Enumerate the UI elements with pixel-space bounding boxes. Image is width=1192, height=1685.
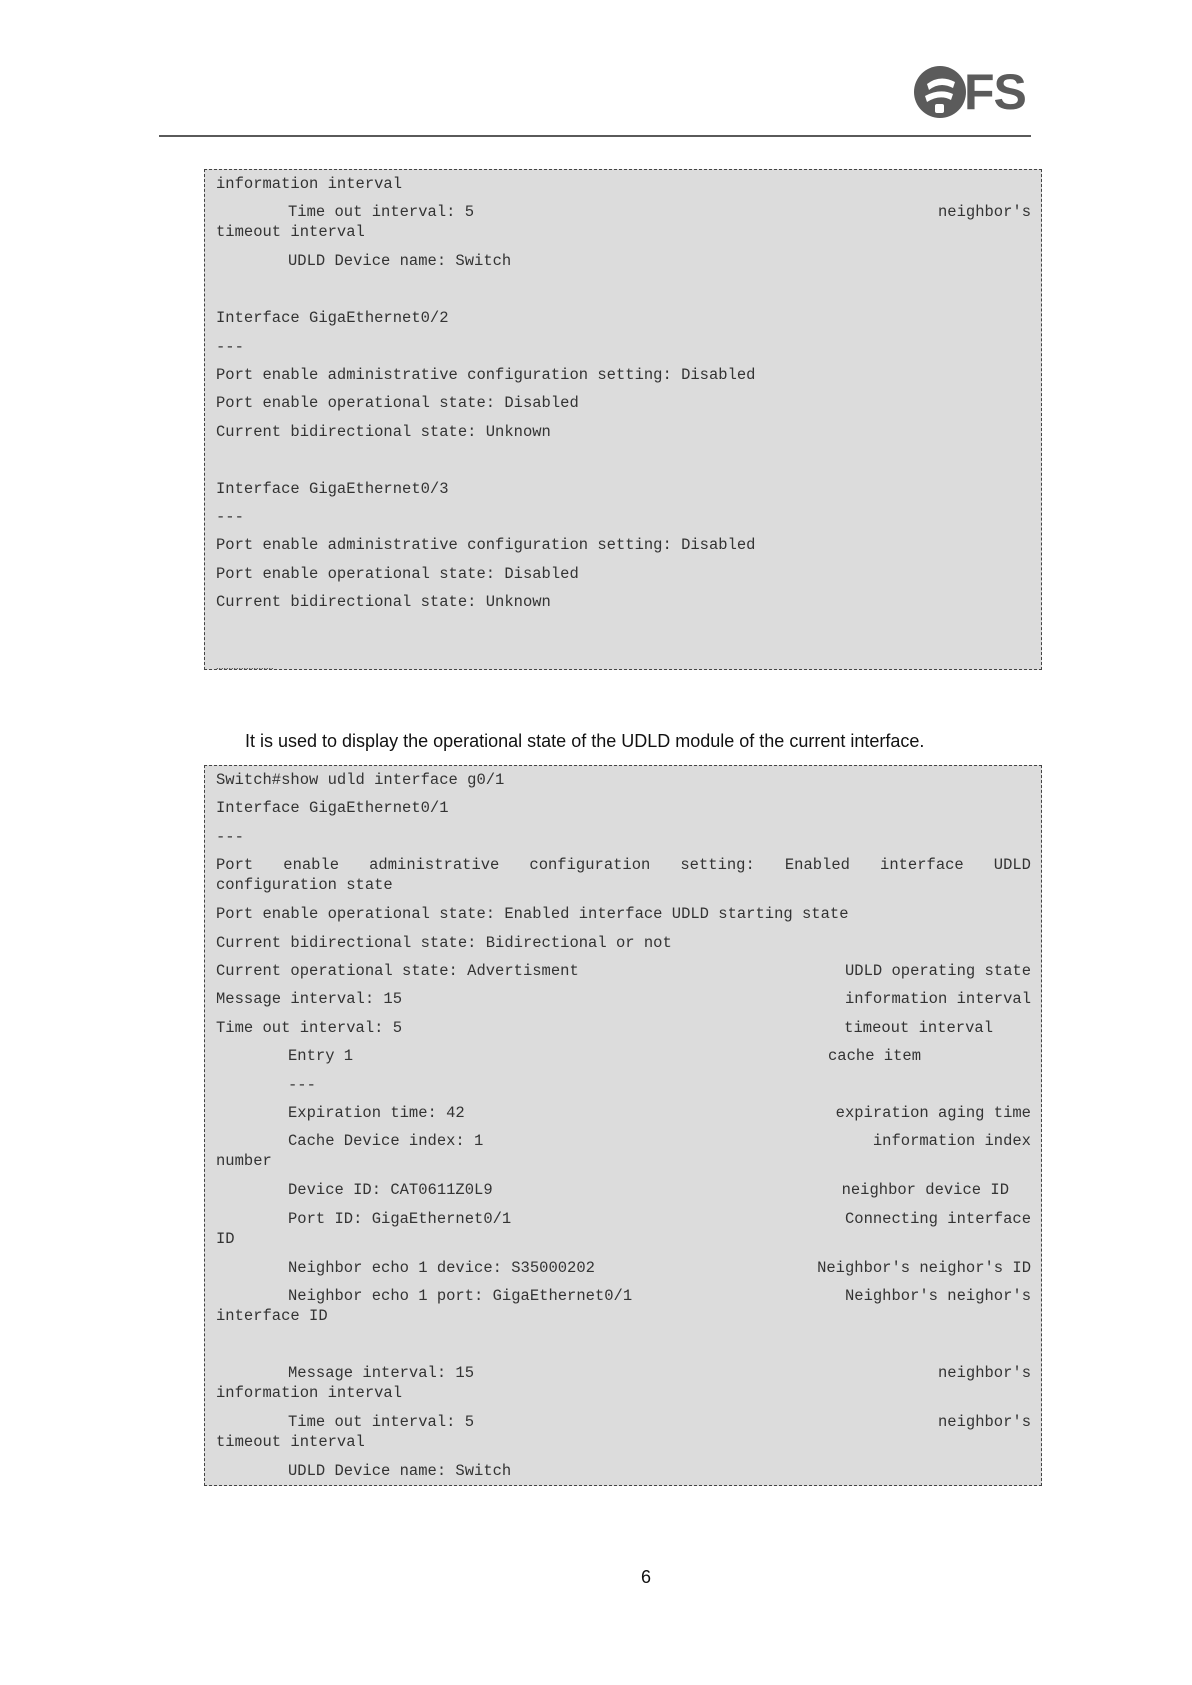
code-comment: UDLD operating state — [844, 961, 1031, 980]
ellipsis-dots: ....................... — [216, 660, 274, 671]
code-line: Neighbor echo 1 port: GigaEthernet0/1 — [288, 1287, 633, 1306]
code-line: --- — [216, 507, 244, 526]
code-comment: timeout interval — [844, 1018, 993, 1037]
code-line: Port ID: GigaEthernet0/1 — [288, 1209, 512, 1228]
code-comment: information interval — [844, 990, 1031, 1009]
code-line: --- — [216, 827, 244, 846]
code-line: information interval — [216, 175, 403, 193]
code-line: Cache Device index: 1 — [288, 1132, 484, 1151]
code-line: Port enable operational state: Disabled — [216, 394, 579, 413]
code-line: Interface GigaEthernet0/1 — [216, 799, 449, 818]
page-number: 6 — [641, 1567, 652, 1587]
code-comment-cont: ID — [216, 1229, 235, 1248]
code-comment: expiration aging time — [835, 1103, 1031, 1122]
code-line: UDLD Device name: Switch — [288, 1462, 512, 1481]
code-line-justified: Port enable administrative configuration setting: Enabled interface UDLD — [216, 856, 1031, 875]
header-rule — [159, 135, 1031, 137]
code-line: Port enable administrative configuration setting: Disabled — [216, 536, 756, 555]
code-comment-cont: timeout interval — [216, 1433, 365, 1452]
code-block-2 — [204, 765, 1042, 1486]
code-comment: Connecting interface — [844, 1209, 1031, 1228]
code-comment-cont: number — [216, 1152, 272, 1171]
code-line: --- — [288, 1075, 316, 1094]
code-comment-cont: information interval — [216, 1384, 403, 1403]
caption: It is used to display the operational state of the UDLD module of the current interface. — [245, 731, 925, 751]
code-comment: cache item — [827, 1047, 921, 1066]
code-comment: neighbor device ID — [841, 1181, 1009, 1200]
code-line: UDLD Device name: Switch — [288, 252, 512, 271]
code-line: Neighbor echo 1 device: S35000202 — [288, 1258, 595, 1277]
code-command: Switch#show udld interface g0/1 — [216, 771, 505, 789]
code-line: Current bidirectional state: Unknown — [216, 422, 551, 441]
code-line: Message interval: 15 — [288, 1364, 475, 1383]
code-comment-cont: configuration state — [216, 876, 393, 895]
code-line: Device ID: CAT0611Z0L9 — [288, 1181, 493, 1200]
code-line: Time out interval: 5 — [288, 1413, 475, 1432]
code-line: Interface GigaEthernet0/3 — [216, 479, 449, 498]
code-comment-cont: timeout interval — [216, 223, 365, 242]
logo-text: FS — [964, 64, 1026, 120]
code-line: Entry 1 — [288, 1047, 354, 1066]
code-line: Expiration time: 42 — [288, 1103, 465, 1122]
code-comment-cont: interface ID — [216, 1307, 328, 1326]
code-line: Current bidirectional state: Bidirectional or not — [216, 933, 672, 952]
code-comment: Neighbor's neighor's ID — [817, 1258, 1031, 1277]
code-line: Port enable operational state: Disabled — [216, 564, 579, 583]
code-line: Current bidirectional state: Unknown — [216, 593, 551, 612]
code-line: Time out interval: 5 — [216, 1018, 403, 1037]
code-line: Message interval: 15 — [216, 990, 403, 1009]
code-line: Port enable administrative configuration setting: Disabled — [216, 365, 756, 384]
code-line: --- — [216, 337, 244, 356]
code-line: Interface GigaEthernet0/2 — [216, 309, 449, 328]
code-line: Current operational state: Advertisment — [216, 961, 579, 980]
code-line: Time out interval: 5 — [288, 203, 475, 222]
code-comment: neighbor's — [937, 1364, 1031, 1383]
code-comment: information index — [872, 1132, 1031, 1151]
code-comment: neighbor's — [937, 1413, 1031, 1432]
code-comment: neighbor's — [937, 203, 1031, 222]
code-line: Port enable operational state: Enabled interface UDLD starting state — [216, 905, 849, 924]
code-comment: Neighbor's neighor's — [844, 1287, 1031, 1306]
code-block-1 — [204, 169, 1042, 670]
